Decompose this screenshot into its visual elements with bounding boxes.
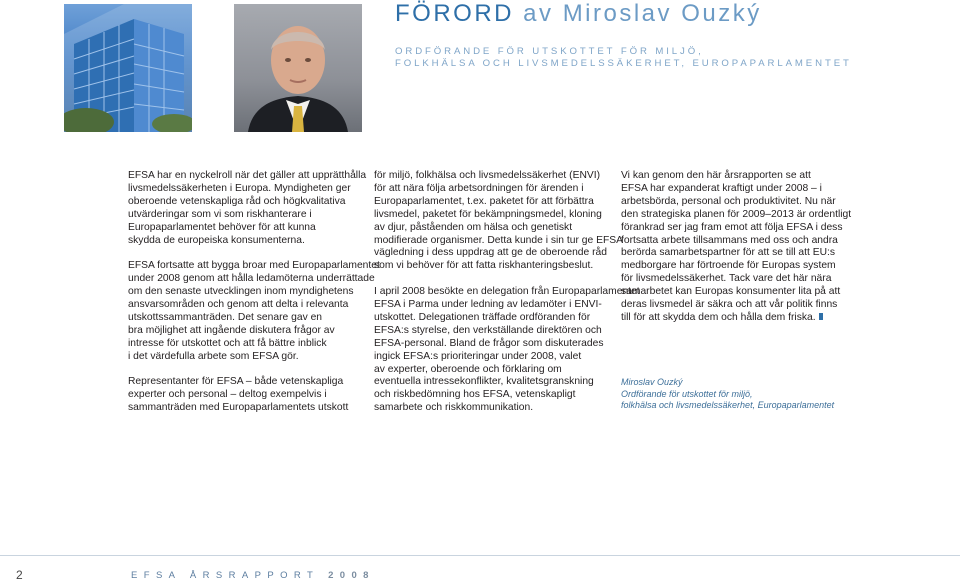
portrait-photo (234, 4, 362, 132)
signature-block (621, 377, 834, 412)
text-column-1 (128, 170, 380, 428)
paragraph (621, 170, 853, 325)
text-line: förankrad ser jag fram emot att följa EFSA i dess (621, 221, 843, 233)
text-line: ansvarsområden och genom att delta i relevanta (128, 299, 349, 311)
author-role-subtitle (395, 46, 852, 71)
text-line: medborgare har förtroende för Europas system (621, 260, 836, 272)
text-line: EFSA i Parma under ledning av ledamöter i ENVI- (374, 299, 602, 311)
text-line: ingick EFSA:s prioriteringar under 2008, valet (374, 350, 582, 362)
text-line: EFSA-personal. Bland de frågor som diskuterades (374, 337, 604, 349)
text-line: Europaparlamentet behöver för att kunna (128, 221, 316, 233)
text-line: livsmedelssäkerheten i Europa. Myndigheten ger (128, 182, 351, 194)
text-line: av experter, oberoende och förklaring om (374, 363, 562, 375)
signature-name: Miroslav Ouzký (621, 377, 683, 387)
footer-brand (131, 570, 375, 581)
text-line: samarbetet kan Europas konsumenter lita på att (621, 286, 841, 298)
text-line: utvärderingar som vi som riskhanterare i (128, 208, 312, 220)
text-line: om den senaste utvecklingen inom myndighetens (128, 286, 354, 298)
text-line: EFSA:s styrelse, den verkställande direktören och (374, 324, 602, 336)
text-line: under 2008 genom att hålla ledamöterna underrättade (128, 273, 375, 285)
title-main: FÖRORD (395, 0, 514, 27)
text-line: fortsatta arbete tillsammans med oss och andra (621, 234, 838, 246)
text-line: vägledning i dess uppdrag att ge de oberoende råd (374, 247, 608, 259)
text-line: deras livsmedel är säkra och att vår politik finns (621, 299, 838, 311)
signature-role: folkhälsa och livsmedelssäkerhet, Europaparlamentet (621, 400, 835, 410)
parliament-building-photo (64, 4, 192, 132)
text-line: modifierade organismer. Detta kunde i sin tur ge EFSA (374, 234, 623, 246)
paragraph (374, 286, 640, 415)
text-line: skydda de europeiska konsumenterna. (128, 234, 305, 246)
text-line: utskottet. Delegationen träffade ordföranden för (374, 311, 591, 323)
subtitle-line: FOLKHÄLSA OCH LIVSMEDELSSÄKERHET, EUROPAPARLAMENTET (395, 58, 852, 70)
text-line: den strategiska planen för 2009–2013 är ordentligt (621, 208, 852, 220)
text-line: av djur, påståenden om hälsa och genetiskt (374, 221, 573, 233)
text-line: Vi kan genom den här årsrapporten se att (621, 170, 811, 181)
text-line: samarbete och riskkommunikation. (374, 402, 534, 414)
text-line: experter och personal – deltog exempelvis i (128, 389, 327, 401)
page-number: 2 (16, 568, 23, 582)
text-line: Europaparlamentet, t.ex. paketet för att förbättra (374, 195, 594, 207)
text-line: intresse för utskottet och att få bättre inblick (128, 337, 327, 349)
title-author: av Miroslav Ouzký (523, 0, 762, 27)
text-line: I april 2008 besökte en delegation från Europaparlamentet (374, 286, 640, 298)
text-line: berörda samarbetspartner för att se till att EU:s (621, 247, 836, 259)
text-line: bra möjlighet att ingående diskutera frågor av (128, 324, 335, 336)
text-line: livsmedel, paketet för bekämpningsmedel, kloning (374, 208, 602, 220)
footer-year: 2008 (328, 570, 375, 581)
text-line: som vi behöver för att fatta riskhanteringsbeslut. (374, 260, 594, 272)
text-line: för att nära följa arbetsordningen för ärenden i (374, 182, 584, 194)
text-line: EFSA har en nyckelroll när det gäller att upprätthålla (128, 170, 367, 181)
text-line: eventuella intressekonflikter, kvalitetsgranskning (374, 376, 594, 388)
end-of-article-mark (819, 313, 823, 320)
page-title (395, 0, 762, 28)
text-line: och riskbedömning hos EFSA, vetenskapligt (374, 389, 576, 401)
signature-role: Ordförande för utskottet för miljö, (621, 388, 753, 399)
text-line: EFSA har expanderat kraftigt under 2008 – i (621, 182, 822, 194)
text-line: Representanter för EFSA – både vetenskapliga (128, 376, 344, 388)
paragraph (128, 260, 380, 363)
text-line: till för att skydda dem och hålla dem friska. (621, 311, 816, 323)
paragraph (128, 170, 366, 247)
footer-divider (0, 555, 960, 556)
text-line: i det värdefulla arbete som EFSA gör. (128, 350, 299, 362)
footer-brand-text: EFSA ÅRSRAPPORT (131, 570, 320, 581)
subtitle-line: ORDFÖRANDE FÖR UTSKOTTET FÖR MILJÖ, (395, 46, 704, 57)
text-line: arbetsbörda, personal och produktivitet. Nu när (621, 195, 836, 207)
text-line: oberoende vetenskapliga råd och högkvalitativa (128, 195, 346, 207)
text-line: för livsmedelssäkerhet. Tack vare det här nära (621, 273, 832, 285)
text-line: EFSA fortsatte att bygga broar med Europaparlamentet (128, 260, 380, 272)
text-line: utskottssammanträden. Det senare gav en (128, 311, 323, 323)
text-line: sammanträden med Europaparlamentets utskott (128, 402, 349, 414)
paragraph (128, 376, 366, 415)
text-column-3 (621, 170, 853, 338)
paragraph (374, 170, 623, 273)
text-line: för miljö, folkhälsa och livsmedelssäkerhet (ENVI) (374, 170, 601, 181)
text-column-2 (374, 170, 640, 428)
